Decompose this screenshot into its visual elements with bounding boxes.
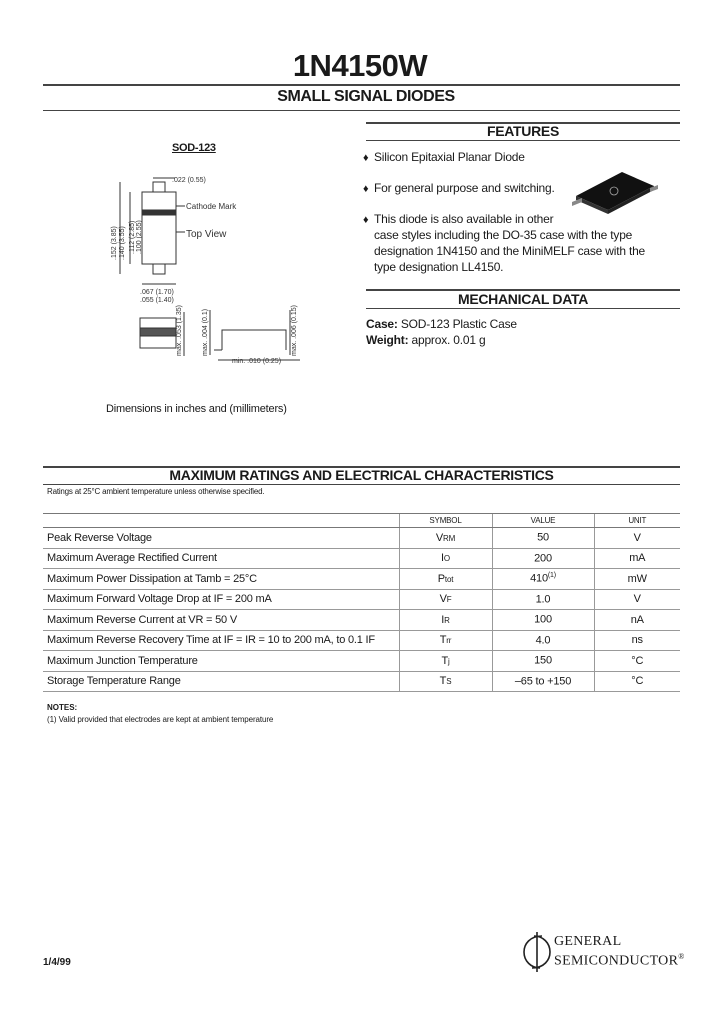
features-rule-bottom bbox=[366, 140, 680, 141]
dim-length-min: .140 (3.55) bbox=[119, 226, 126, 260]
parameter-cell: Maximum Reverse Recovery Time at IF = IR = 10 to 200 mA, to 0.1 IF bbox=[43, 630, 399, 651]
weight-value: approx. 0.01 g bbox=[411, 333, 486, 347]
package-name: SOD-123 bbox=[172, 142, 216, 154]
title-rule bbox=[43, 84, 680, 86]
symbol-subscript: rr bbox=[446, 636, 452, 646]
parameter-cell: Maximum Reverse Current at VR = 50 V bbox=[43, 610, 399, 631]
ratings-rule-bottom bbox=[43, 484, 680, 485]
diamond-bullet-icon: ♦ bbox=[363, 183, 369, 195]
value-text: 150 bbox=[534, 655, 552, 668]
value-text: 1.0 bbox=[535, 593, 551, 606]
symbol-subscript: RM bbox=[443, 533, 456, 543]
parameter-cell: Maximum Average Rectified Current bbox=[43, 548, 399, 569]
feature-item-line: case styles including the DO-35 case with the type bbox=[374, 228, 633, 242]
value-text: 100 bbox=[534, 614, 552, 627]
column-header: SYMBOL bbox=[399, 514, 492, 528]
dim-width-max: .067 (1.70) bbox=[140, 289, 174, 296]
symbol-subscript: O bbox=[443, 554, 450, 564]
dim-height-a: max. .053 (1.35) bbox=[176, 305, 183, 356]
dimensions-note: Dimensions in inches and (millimeters) bbox=[106, 403, 287, 415]
dim-top-width: .022 (0.55) bbox=[172, 177, 206, 184]
dim-height-b: max. .004 (0.1) bbox=[202, 308, 209, 356]
value-text: –65 to +150 bbox=[514, 675, 572, 688]
ratings-heading: MAXIMUM RATINGS AND ELECTRICAL CHARACTERISTICS bbox=[169, 467, 554, 483]
dim-lead-thickness: min. .010 (0.25) bbox=[232, 358, 282, 365]
symbol-letter: V bbox=[435, 531, 444, 544]
features-heading: FEATURES bbox=[486, 123, 559, 139]
unit-cell: ns bbox=[594, 630, 680, 651]
parameter-cell: Peak Reverse Voltage bbox=[43, 528, 399, 549]
registered-mark: ® bbox=[678, 952, 685, 961]
value-cell bbox=[492, 630, 594, 651]
table-row bbox=[43, 569, 680, 590]
subtitle-rule bbox=[43, 110, 680, 111]
value-cell bbox=[492, 548, 594, 569]
column-header: VALUE bbox=[492, 514, 594, 528]
mechanical-rule-bottom bbox=[366, 308, 680, 309]
symbol-cell bbox=[399, 589, 492, 610]
unit-cell: °C bbox=[594, 651, 680, 672]
value-text: 50 bbox=[537, 532, 549, 545]
table-row bbox=[43, 548, 680, 569]
dim-length-max: .152 (3.85) bbox=[111, 226, 118, 260]
column-header bbox=[43, 514, 399, 528]
value-text: 200 bbox=[534, 552, 552, 565]
notes-heading: NOTES: bbox=[47, 703, 78, 712]
dim-lead-height: max. .006 (0.15) bbox=[291, 305, 298, 356]
diamond-bullet-icon: ♦ bbox=[363, 152, 369, 164]
parameter-cell: Maximum Junction Temperature bbox=[43, 651, 399, 672]
value-footnote: (1) bbox=[547, 572, 556, 580]
symbol-cell bbox=[399, 548, 492, 569]
value-cell bbox=[492, 569, 594, 590]
parameter-cell: Maximum Forward Voltage Drop at IF = 200 mA bbox=[43, 589, 399, 610]
diamond-bullet-icon: ♦ bbox=[363, 214, 369, 226]
logo-text-line1: GENERAL bbox=[554, 934, 622, 949]
logo-text-line2 bbox=[554, 952, 685, 970]
unit-cell: nA bbox=[594, 610, 680, 631]
symbol-subscript: F bbox=[446, 595, 452, 605]
table-row bbox=[43, 589, 680, 610]
parameter-cell: Maximum Power Dissipation at Tamb = 25°C bbox=[43, 569, 399, 590]
value-cell bbox=[492, 528, 594, 549]
unit-cell: mA bbox=[594, 548, 680, 569]
general-semiconductor-logo-icon bbox=[520, 930, 554, 974]
case-value: SOD-123 Plastic Case bbox=[400, 317, 517, 331]
symbol-letter: I bbox=[441, 613, 445, 626]
symbol-cell bbox=[399, 651, 492, 672]
unit-cell: V bbox=[594, 589, 680, 610]
dim-body-min: .100 (2.55) bbox=[136, 220, 143, 254]
case-label: Case: bbox=[366, 317, 398, 331]
part-number-title: 1N4150W bbox=[292, 48, 428, 83]
symbol-cell bbox=[399, 610, 492, 631]
feature-item: For general purpose and switching. bbox=[374, 181, 555, 195]
package-outline-drawing bbox=[100, 160, 330, 390]
weight-line bbox=[366, 333, 485, 348]
mechanical-heading: MECHANICAL DATA bbox=[457, 291, 589, 307]
value-cell bbox=[492, 671, 594, 692]
page-subtitle: SMALL SIGNAL DIODES bbox=[277, 88, 455, 105]
feature-item: Silicon Epitaxial Planar Diode bbox=[374, 150, 525, 164]
symbol-letter: I bbox=[441, 552, 444, 565]
value-cell bbox=[492, 610, 594, 631]
notes-text: (1) Valid provided that electrodes are kept at ambient temperature bbox=[47, 715, 274, 724]
symbol-letter: T bbox=[441, 654, 448, 667]
symbol-subscript: R bbox=[444, 615, 450, 625]
document-date: 1/4/99 bbox=[43, 957, 71, 968]
table-row bbox=[43, 528, 680, 549]
feature-item-line: designation 1N4150 and the MiniMELF case with the bbox=[374, 244, 646, 258]
value-cell bbox=[492, 651, 594, 672]
table-row bbox=[43, 651, 680, 672]
value-text: 4.0 bbox=[535, 634, 551, 647]
ratings-note: Ratings at 25°C ambient temperature unless otherwise specified. bbox=[47, 487, 265, 496]
parameter-cell: Storage Temperature Range bbox=[43, 671, 399, 692]
table-row bbox=[43, 671, 680, 692]
unit-cell: V bbox=[594, 528, 680, 549]
feature-item-line: type designation LL4150. bbox=[374, 260, 504, 274]
table-row bbox=[43, 630, 680, 651]
symbol-letter: P bbox=[437, 572, 445, 585]
symbol-letter: T bbox=[439, 675, 447, 688]
table-header-row bbox=[43, 514, 680, 528]
symbol-cell bbox=[399, 528, 492, 549]
value-text: 410 bbox=[530, 573, 548, 586]
cathode-mark-label: Cathode Mark bbox=[186, 202, 237, 211]
symbol-subscript: tot bbox=[444, 574, 454, 584]
symbol-cell bbox=[399, 671, 492, 692]
symbol-letter: V bbox=[439, 593, 447, 606]
dim-width-min: .055 (1.40) bbox=[140, 297, 174, 304]
feature-item-line: This diode is also available in other bbox=[374, 212, 554, 226]
unit-cell: mW bbox=[594, 569, 680, 590]
unit-cell: °C bbox=[594, 671, 680, 692]
case-line bbox=[366, 317, 517, 332]
top-view-label: Top View bbox=[186, 229, 227, 240]
symbol-cell bbox=[399, 569, 492, 590]
symbol-cell bbox=[399, 630, 492, 651]
logo-text-word: SEMICONDUCTOR bbox=[554, 953, 679, 969]
diode-chip-image bbox=[566, 168, 660, 218]
table-row bbox=[43, 610, 680, 631]
weight-label: Weight: bbox=[366, 333, 409, 347]
value-cell bbox=[492, 589, 594, 610]
column-header: UNIT bbox=[594, 514, 680, 528]
symbol-subscript: S bbox=[446, 677, 452, 687]
symbol-subscript: j bbox=[447, 656, 450, 666]
symbol-letter: T bbox=[439, 634, 447, 647]
dim-body-max: .112 (2.85) bbox=[129, 220, 136, 254]
characteristics-table bbox=[43, 513, 680, 692]
